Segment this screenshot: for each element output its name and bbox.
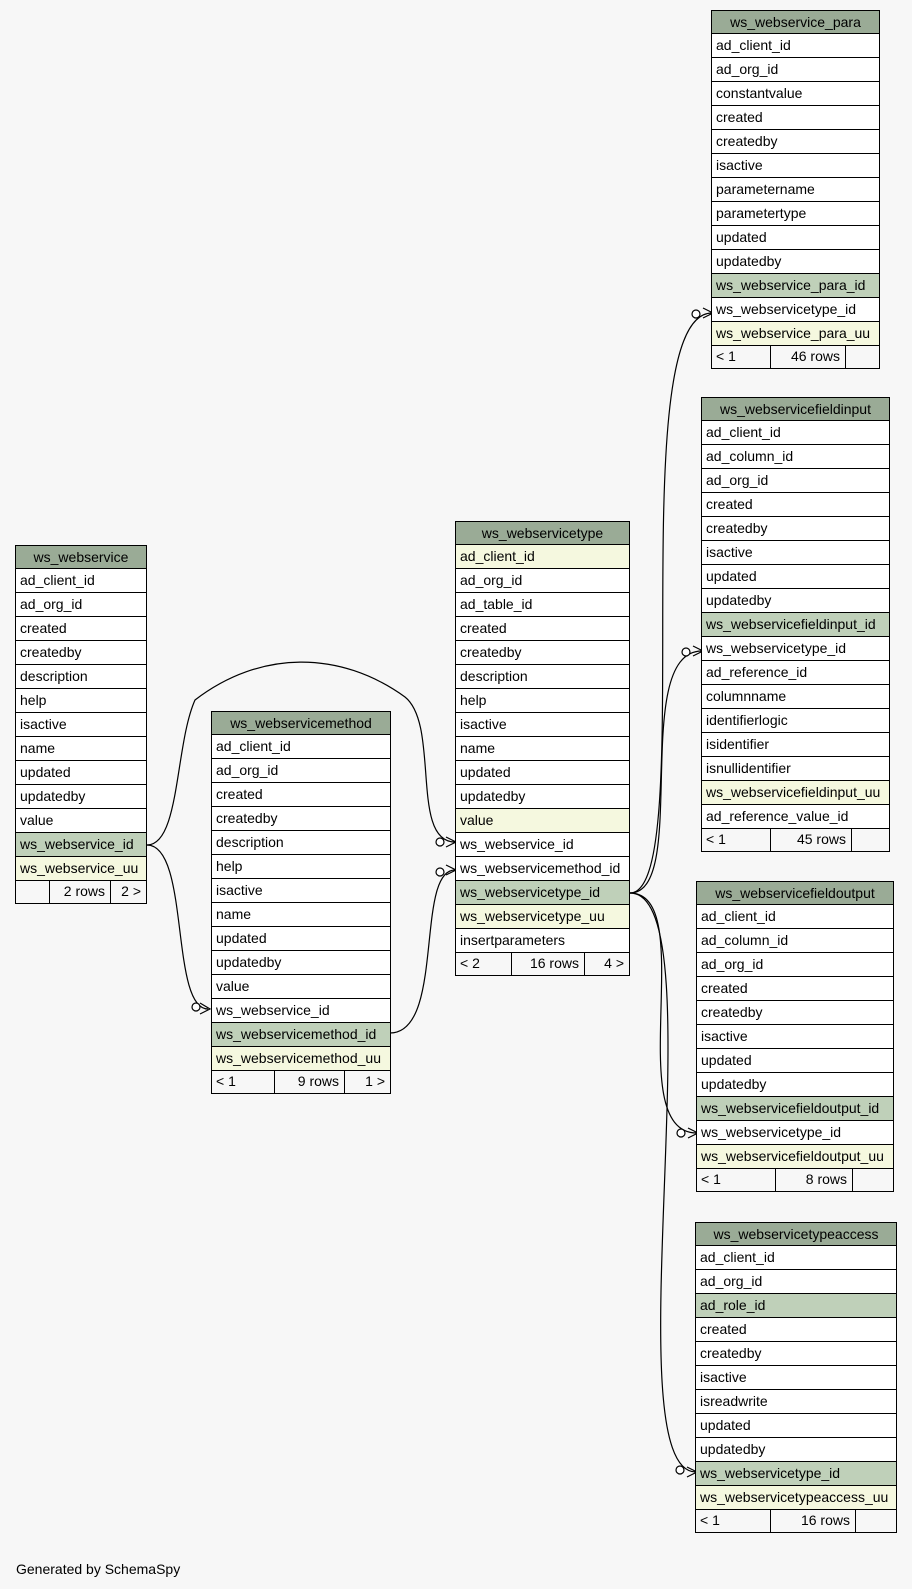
column: ad_column_id bbox=[697, 929, 893, 953]
row-count: 2 rows bbox=[50, 881, 111, 903]
edge-type-to-para bbox=[630, 313, 712, 893]
row-count: 45 rows bbox=[771, 829, 852, 851]
row-count: 16 rows bbox=[771, 1510, 856, 1532]
row-count: 16 rows bbox=[512, 953, 585, 975]
column: ad_org_id bbox=[456, 569, 629, 593]
column: createdby bbox=[16, 641, 146, 665]
indexed-column: ws_webservice_uu bbox=[16, 857, 146, 881]
table-title: ws_webservice_para bbox=[712, 11, 879, 34]
table-title: ws_webservicetype bbox=[456, 522, 629, 545]
column: ws_webservicetype_id bbox=[702, 637, 889, 661]
table-title: ws_webservicemethod bbox=[212, 712, 390, 735]
column: identifierlogic bbox=[702, 709, 889, 733]
column: ad_client_id bbox=[712, 34, 879, 58]
indexed-column: ws_webservice_para_uu bbox=[712, 322, 879, 346]
children-count bbox=[852, 829, 889, 851]
table-footer bbox=[697, 1169, 893, 1191]
children-count bbox=[846, 346, 879, 368]
column: isnullidentifier bbox=[702, 757, 889, 781]
optional-marker bbox=[692, 310, 700, 318]
primary-key-column: ws_webservicetype_id bbox=[456, 881, 629, 905]
table-title: ws_webservicefieldinput bbox=[702, 398, 889, 421]
column: parametertype bbox=[712, 202, 879, 226]
column: updatedby bbox=[712, 250, 879, 274]
column: ad_table_id bbox=[456, 593, 629, 617]
table-ws-webservicetypeaccess[interactable] bbox=[695, 1222, 897, 1533]
column: ws_webservicetype_id bbox=[712, 298, 879, 322]
column: isactive bbox=[16, 713, 146, 737]
column: name bbox=[456, 737, 629, 761]
parents-count: < 1 bbox=[696, 1510, 771, 1532]
row-count: 8 rows bbox=[776, 1169, 853, 1191]
parents-count: < 1 bbox=[702, 829, 771, 851]
column: ad_reference_value_id bbox=[702, 805, 889, 829]
column: ad_org_id bbox=[712, 58, 879, 82]
column: created bbox=[697, 977, 893, 1001]
column: ad_reference_id bbox=[702, 661, 889, 685]
indexed-column: ad_client_id bbox=[456, 545, 629, 569]
children-count bbox=[856, 1510, 896, 1532]
edge-type-to-typeaccess bbox=[630, 893, 696, 1472]
column: ws_webservice_id bbox=[456, 833, 629, 857]
column: created bbox=[456, 617, 629, 641]
column: description bbox=[456, 665, 629, 689]
optional-marker bbox=[682, 648, 690, 656]
column: ad_client_id bbox=[16, 569, 146, 593]
column: ad_org_id bbox=[16, 593, 146, 617]
column: ad_client_id bbox=[212, 735, 390, 759]
column: created bbox=[16, 617, 146, 641]
optional-marker bbox=[676, 1466, 684, 1474]
column: updatedby bbox=[702, 589, 889, 613]
column: name bbox=[212, 903, 390, 927]
column: createdby bbox=[697, 1001, 893, 1025]
column: constantvalue bbox=[712, 82, 879, 106]
column: updatedby bbox=[696, 1438, 896, 1462]
column: ws_webservicemethod_id bbox=[456, 857, 629, 881]
column: isactive bbox=[212, 879, 390, 903]
column: parametername bbox=[712, 178, 879, 202]
parents-count: < 1 bbox=[212, 1071, 275, 1093]
indexed-column: ws_webservicetypeaccess_uu bbox=[696, 1486, 896, 1510]
column: createdby bbox=[696, 1342, 896, 1366]
indexed-column: ws_webservicetype_uu bbox=[456, 905, 629, 929]
primary-key-column: ws_webservicemethod_id bbox=[212, 1023, 390, 1047]
primary-key-column: ws_webservicefieldoutput_id bbox=[697, 1097, 893, 1121]
table-footer bbox=[16, 881, 146, 903]
column: updated bbox=[456, 761, 629, 785]
row-count: 46 rows bbox=[771, 346, 846, 368]
row-count: 9 rows bbox=[275, 1071, 345, 1093]
children-count: 4 > bbox=[604, 955, 624, 971]
column: insertparameters bbox=[456, 929, 629, 953]
column: updatedby bbox=[16, 785, 146, 809]
column: isreadwrite bbox=[696, 1390, 896, 1414]
table-ws-webservicetype[interactable] bbox=[455, 521, 630, 976]
column: updatedby bbox=[212, 951, 390, 975]
column: isidentifier bbox=[702, 733, 889, 757]
column: description bbox=[212, 831, 390, 855]
column: createdby bbox=[212, 807, 390, 831]
children-count bbox=[853, 1169, 893, 1191]
column: updatedby bbox=[697, 1073, 893, 1097]
table-ws-webservice-para[interactable] bbox=[711, 10, 880, 369]
table-ws-webservicefieldoutput[interactable] bbox=[696, 881, 894, 1192]
primary-key-column: ws_webservice_para_id bbox=[712, 274, 879, 298]
column: updatedby bbox=[456, 785, 629, 809]
table-footer bbox=[702, 829, 889, 851]
column: isactive bbox=[697, 1025, 893, 1049]
table-footer bbox=[712, 346, 879, 368]
column: ad_client_id bbox=[697, 905, 893, 929]
table-ws-webservice[interactable] bbox=[15, 545, 147, 904]
table-title: ws_webservice bbox=[16, 546, 146, 569]
table-footer bbox=[696, 1510, 896, 1532]
indexed-column: ws_webservicefieldoutput_uu bbox=[697, 1145, 893, 1169]
optional-marker bbox=[677, 1129, 685, 1137]
column: value bbox=[16, 809, 146, 833]
parents-count bbox=[16, 881, 50, 903]
column: ws_webservice_id bbox=[212, 999, 390, 1023]
indexed-column: ws_webservicemethod_uu bbox=[212, 1047, 390, 1071]
column: ad_org_id bbox=[696, 1270, 896, 1294]
table-footer bbox=[212, 1071, 390, 1093]
column: isactive bbox=[712, 154, 879, 178]
column: updated bbox=[697, 1049, 893, 1073]
optional-marker bbox=[436, 838, 444, 846]
column: name bbox=[16, 737, 146, 761]
column: isactive bbox=[456, 713, 629, 737]
column: updated bbox=[16, 761, 146, 785]
edge-type-to-fieldinput bbox=[630, 651, 702, 893]
column: value bbox=[212, 975, 390, 999]
column: updated bbox=[712, 226, 879, 250]
edge-webservice-to-method bbox=[147, 845, 208, 1009]
column: updated bbox=[212, 927, 390, 951]
primary-key-column: ad_role_id bbox=[696, 1294, 896, 1318]
table-ws-webservicemethod[interactable] bbox=[211, 711, 391, 1094]
parents-count: < 2 bbox=[456, 953, 512, 975]
column: ad_column_id bbox=[702, 445, 889, 469]
optional-marker bbox=[192, 1003, 200, 1011]
column: ad_client_id bbox=[696, 1246, 896, 1270]
primary-key-column: ws_webservicefieldinput_id bbox=[702, 613, 889, 637]
parents-count: < 1 bbox=[712, 346, 771, 368]
column: help bbox=[212, 855, 390, 879]
indexed-column: value bbox=[456, 809, 629, 833]
column: help bbox=[16, 689, 146, 713]
column: createdby bbox=[456, 641, 629, 665]
edge-method-to-type bbox=[390, 870, 455, 1033]
column: ws_webservicetype_id bbox=[697, 1121, 893, 1145]
table-ws-webservicefieldinput[interactable] bbox=[701, 397, 890, 852]
column: created bbox=[702, 493, 889, 517]
column: createdby bbox=[712, 130, 879, 154]
column: ad_org_id bbox=[697, 953, 893, 977]
column: ad_org_id bbox=[702, 469, 889, 493]
edge-type-to-fieldoutput bbox=[630, 893, 697, 1133]
column: updated bbox=[696, 1414, 896, 1438]
column: created bbox=[712, 106, 879, 130]
generated-by-label: Generated by SchemaSpy bbox=[16, 1561, 181, 1577]
table-footer bbox=[456, 953, 629, 975]
parents-count: < 1 bbox=[697, 1169, 776, 1191]
column: updated bbox=[702, 565, 889, 589]
primary-key-column: ws_webservicetype_id bbox=[696, 1462, 896, 1486]
primary-key-column: ws_webservice_id bbox=[16, 833, 146, 857]
column: isactive bbox=[702, 541, 889, 565]
children-count: 1 > bbox=[365, 1073, 385, 1089]
column: columnname bbox=[702, 685, 889, 709]
optional-marker bbox=[436, 868, 444, 876]
indexed-column: ws_webservicefieldinput_uu bbox=[702, 781, 889, 805]
column: createdby bbox=[702, 517, 889, 541]
column: help bbox=[456, 689, 629, 713]
table-title: ws_webservicefieldoutput bbox=[697, 882, 893, 905]
column: created bbox=[212, 783, 390, 807]
column: ad_client_id bbox=[702, 421, 889, 445]
table-title: ws_webservicetypeaccess bbox=[696, 1223, 896, 1246]
column: created bbox=[696, 1318, 896, 1342]
column: ad_org_id bbox=[212, 759, 390, 783]
column: isactive bbox=[696, 1366, 896, 1390]
column: description bbox=[16, 665, 146, 689]
children-count: 2 > bbox=[121, 883, 141, 899]
